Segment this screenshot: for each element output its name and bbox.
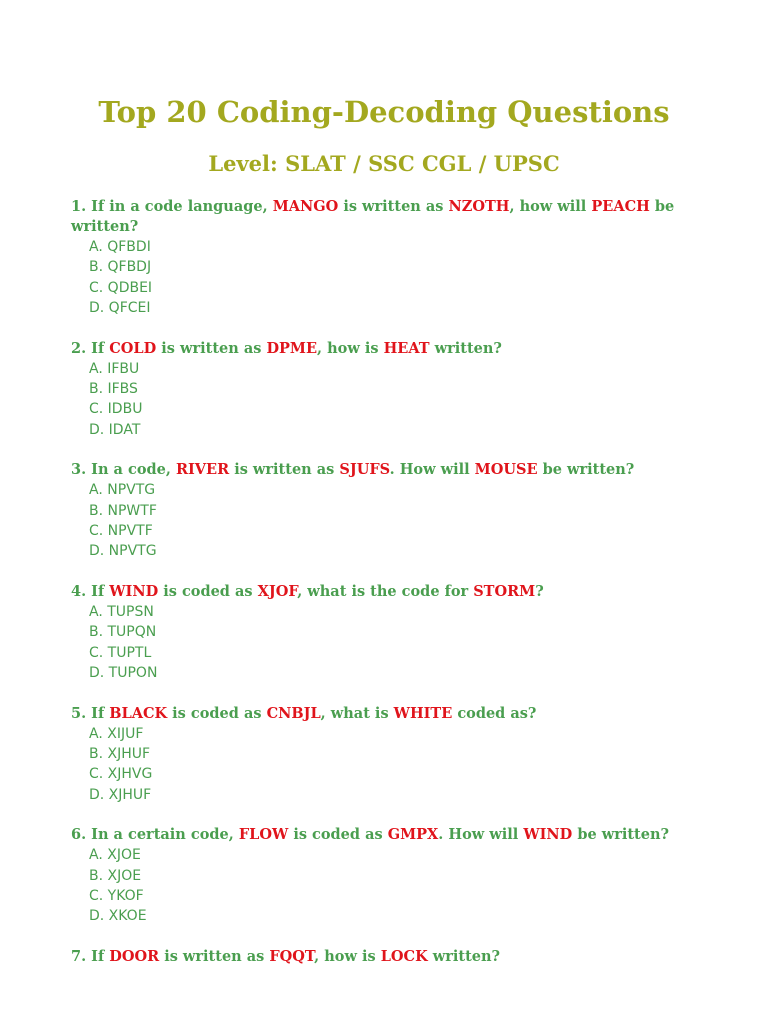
question-text-segment: , how is bbox=[317, 339, 384, 357]
highlighted-word: WHITE bbox=[393, 704, 453, 722]
question-item bbox=[71, 339, 711, 441]
question-text-segment: , what is bbox=[320, 704, 394, 722]
question-text-segment: 2. If bbox=[71, 339, 110, 357]
answer-option: A. QFBDI bbox=[89, 239, 151, 255]
question-text-segment: be written? bbox=[71, 198, 675, 235]
question-text-segment: is written as bbox=[338, 198, 449, 215]
highlighted-word: DPME bbox=[266, 339, 318, 357]
question-text-segment: is written as bbox=[229, 461, 340, 479]
highlighted-word: PEACH bbox=[591, 198, 650, 215]
answer-option: B. IFBS bbox=[89, 381, 138, 398]
highlighted-word: RIVER bbox=[175, 461, 230, 479]
question-text-segment: is written as bbox=[156, 339, 267, 357]
answer-option: B. TUPQN bbox=[89, 624, 157, 641]
answer-option: B. NPWTF bbox=[89, 502, 157, 519]
answer-option: C. QDBEI bbox=[89, 279, 153, 296]
question-item bbox=[71, 825, 711, 927]
question-item bbox=[71, 947, 711, 967]
answer-option: A. NPVTG bbox=[89, 482, 156, 499]
question-text-segment: 1. If in a code language, bbox=[71, 198, 273, 215]
highlighted-word: WIND bbox=[109, 582, 159, 600]
highlighted-word: FQQT bbox=[269, 947, 315, 965]
answer-option: A. IFBU bbox=[89, 360, 140, 377]
highlighted-word: LOCK bbox=[380, 947, 428, 965]
highlighted-word: SJUFS bbox=[339, 461, 390, 479]
question-text-segment: 7. If bbox=[71, 947, 110, 965]
page-subtitle: Level: SLAT / SSC CGL / UPSC bbox=[208, 151, 560, 176]
answer-option: B. XJOE bbox=[89, 867, 142, 884]
option-list bbox=[71, 359, 711, 441]
question-text-segment: , how will bbox=[509, 198, 592, 215]
question-text-segment: is coded as bbox=[158, 582, 258, 600]
option-list bbox=[71, 845, 711, 927]
question-text bbox=[71, 339, 711, 359]
question-text-segment: coded as? bbox=[452, 704, 537, 722]
answer-option: D. XKOE bbox=[89, 908, 147, 925]
highlighted-word: HEAT bbox=[383, 339, 430, 357]
highlighted-word: FLOW bbox=[238, 826, 289, 844]
highlighted-word: GMPX bbox=[387, 826, 439, 844]
option-list bbox=[71, 480, 711, 562]
answer-option: A. XIJUF bbox=[89, 725, 144, 742]
question-text bbox=[71, 947, 711, 967]
question-text bbox=[71, 582, 711, 602]
answer-option: C. IDBU bbox=[89, 401, 143, 418]
question-text-segment: , what is the code for bbox=[297, 582, 474, 600]
answer-option: A. XJOE bbox=[89, 847, 141, 864]
answer-option: D. XJHUF bbox=[89, 786, 152, 803]
question-text-segment: . How will bbox=[389, 461, 475, 479]
question-item bbox=[71, 197, 711, 319]
question-text bbox=[71, 197, 711, 237]
answer-option: C. YKOF bbox=[89, 887, 144, 904]
answer-option: C. XJHVG bbox=[89, 766, 153, 783]
question-text-segment: be written? bbox=[572, 826, 670, 844]
question-text bbox=[71, 460, 711, 480]
question-item bbox=[71, 704, 711, 806]
answer-option: C. NPVTF bbox=[89, 523, 153, 540]
question-item bbox=[71, 460, 711, 562]
question-list bbox=[71, 197, 711, 987]
question-item bbox=[71, 582, 711, 684]
option-list bbox=[71, 724, 711, 806]
question-text-segment: ? bbox=[535, 582, 544, 600]
highlighted-word: BLACK bbox=[109, 704, 168, 722]
question-text-segment: 4. If bbox=[71, 582, 110, 600]
answer-option: D. QFCEI bbox=[89, 300, 151, 317]
question-text-segment: 3. In a code, bbox=[71, 461, 176, 479]
highlighted-word: COLD bbox=[109, 339, 157, 357]
question-text bbox=[71, 704, 711, 724]
question-text-segment: 5. If bbox=[71, 704, 110, 722]
highlighted-word: CNBJL bbox=[266, 704, 321, 722]
question-text-segment: is written as bbox=[159, 947, 270, 965]
answer-option: C. TUPTL bbox=[89, 644, 152, 661]
answer-option: A. TUPSN bbox=[89, 603, 154, 620]
answer-option: B. XJHUF bbox=[89, 745, 151, 762]
question-text-segment: . How will bbox=[438, 826, 524, 844]
answer-option: D. IDAT bbox=[89, 421, 141, 438]
option-list bbox=[71, 237, 711, 319]
highlighted-word: XJOF bbox=[257, 582, 298, 600]
answer-option: D. TUPON bbox=[89, 665, 158, 682]
highlighted-word: NZOTH bbox=[448, 198, 510, 215]
highlighted-word: WIND bbox=[523, 826, 573, 844]
question-text-segment: is coded as bbox=[288, 826, 388, 844]
question-text-segment: be written? bbox=[537, 461, 635, 479]
highlighted-word: MOUSE bbox=[474, 461, 538, 479]
highlighted-word: DOOR bbox=[109, 947, 160, 965]
question-text-segment: written? bbox=[427, 947, 501, 965]
option-list bbox=[71, 602, 711, 684]
highlighted-word: STORM bbox=[473, 582, 536, 600]
question-text-segment: written? bbox=[429, 339, 502, 357]
highlighted-word: MANGO bbox=[272, 198, 339, 215]
answer-option: D. NPVTG bbox=[89, 543, 157, 560]
question-text-segment: , how is bbox=[314, 947, 381, 965]
question-text bbox=[71, 825, 711, 845]
question-text-segment: 6. In a certain code, bbox=[71, 826, 239, 844]
answer-option: B. QFBDJ bbox=[89, 259, 152, 276]
question-text-segment: is coded as bbox=[167, 704, 267, 722]
page-title: Top 20 Coding-Decoding Questions bbox=[98, 95, 670, 129]
